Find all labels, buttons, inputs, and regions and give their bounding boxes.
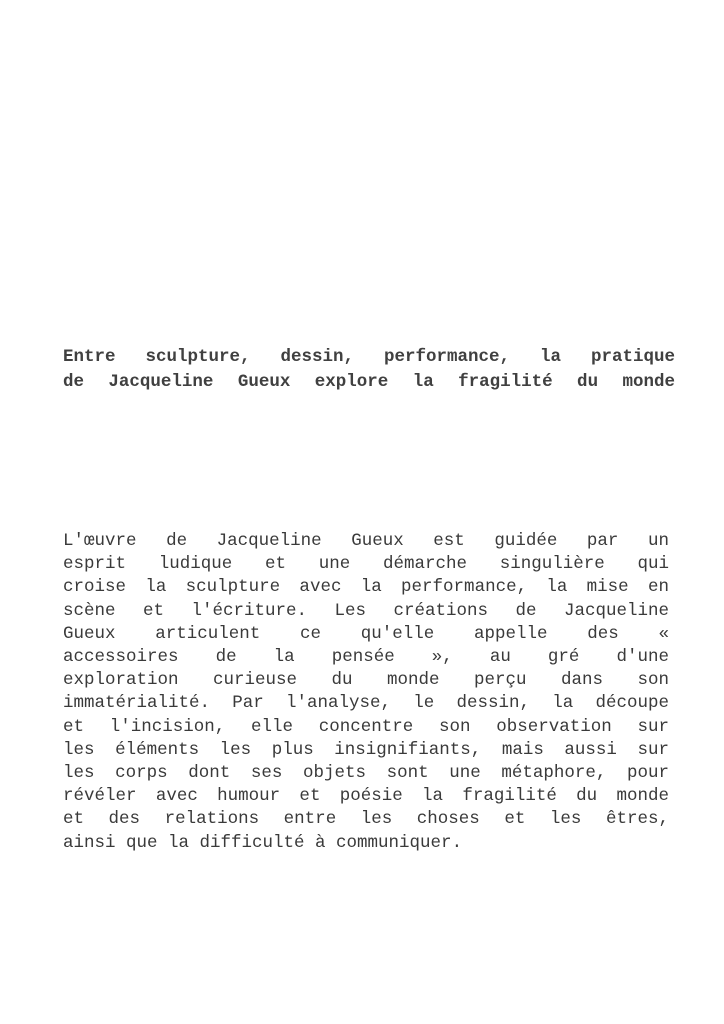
paragraph-line: croise la sculpture avec la performance, la mise en bbox=[63, 577, 669, 598]
paragraph-line: accessoires de la pensée », au gré d'une bbox=[63, 647, 669, 668]
paragraph-line: les éléments les plus insignifiants, mais aussi sur bbox=[63, 739, 669, 760]
paragraph-line: esprit ludique et une démarche singulière qui bbox=[63, 554, 669, 575]
heading-line: Entre sculpture, dessin, performance, la pratique bbox=[63, 347, 675, 367]
paragraph-line: L'œuvre de Jacqueline Gueux est guidée par un bbox=[63, 531, 669, 551]
paragraph-line: immatérialité. Par l'analyse, le dessin, la découpe bbox=[63, 693, 669, 714]
body-paragraph bbox=[63, 530, 669, 855]
heading-line: de Jacqueline Gueux explore la fragilité du monde bbox=[63, 372, 675, 392]
paragraph-line: ainsi que la difficulté à communiquer. bbox=[63, 832, 463, 853]
paragraph-line: et l'incision, elle concentre son observation sur bbox=[63, 716, 669, 737]
paragraph-line: et des relations entre les choses et les êtres, bbox=[63, 809, 669, 830]
paragraph-line: révéler avec humour et poésie la fragilité du monde bbox=[63, 786, 669, 807]
paragraph-line: exploration curieuse du monde perçu dans son bbox=[63, 670, 669, 691]
paragraph-line: scène et l'écriture. Les créations de Jacqueline bbox=[63, 600, 669, 621]
paragraph-line: les corps dont ses objets sont une métaphore, pour bbox=[63, 763, 669, 784]
paragraph-line: Gueux articulent ce qu'elle appelle des « bbox=[63, 623, 669, 644]
document-heading bbox=[63, 345, 675, 395]
